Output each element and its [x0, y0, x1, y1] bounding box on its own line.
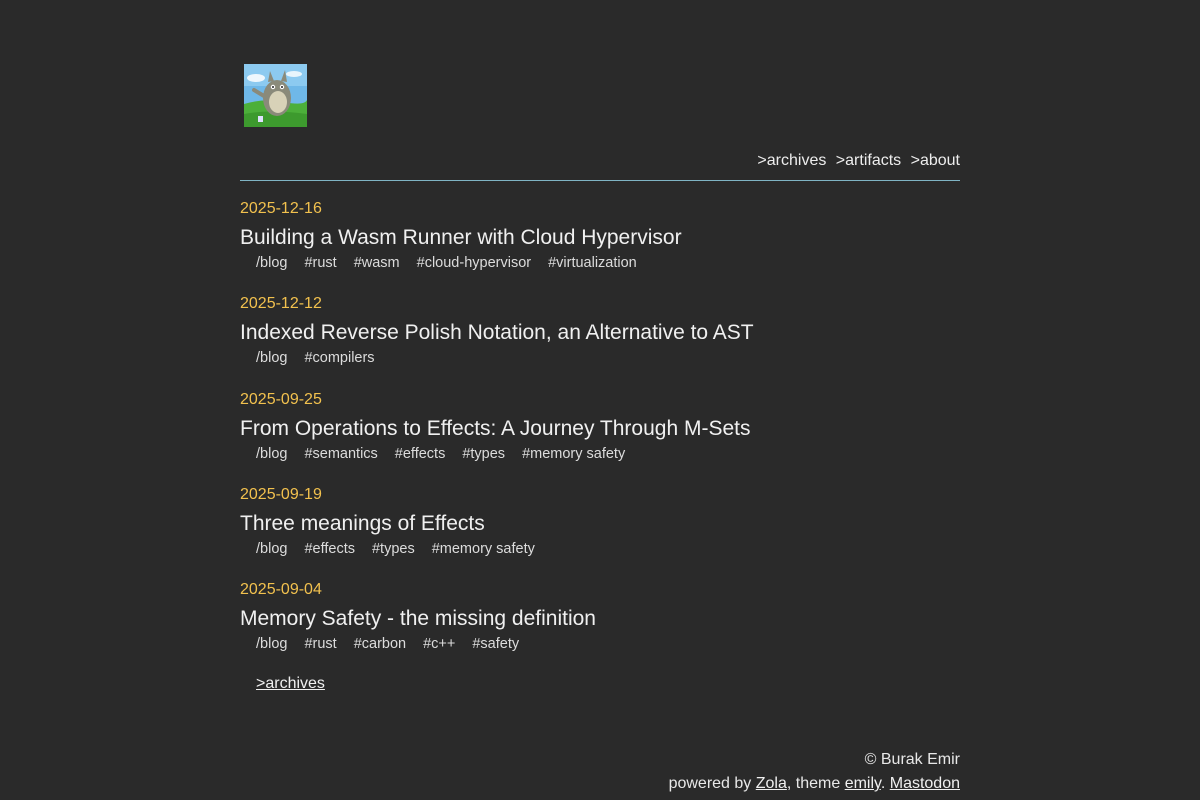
- post-item: [240, 485, 960, 580]
- post-title-link[interactable]: Three meanings of Effects: [240, 511, 485, 535]
- copyright-text: © Burak Emir: [864, 751, 960, 768]
- powered-by-line: [669, 772, 960, 796]
- tag-link[interactable]: #carbon: [353, 636, 407, 653]
- post-title-link[interactable]: Building a Wasm Runner with Cloud Hypervisor: [240, 226, 682, 249]
- tag-link[interactable]: #semantics: [304, 445, 378, 462]
- tag-link[interactable]: #rust: [304, 255, 337, 271]
- post-date: 2025-09-04: [240, 581, 322, 599]
- tag-link[interactable]: #types: [371, 540, 415, 557]
- tag-link[interactable]: #memory safety: [431, 540, 535, 557]
- tag-link[interactable]: #effects: [394, 445, 446, 462]
- page: [240, 0, 960, 800]
- more-archives-link[interactable]: >archives: [256, 675, 325, 692]
- tag-link[interactable]: #rust: [304, 636, 337, 653]
- nav-artifacts-link[interactable]: >artifacts: [835, 152, 902, 169]
- separator-text: .: [880, 775, 890, 792]
- footer: [669, 748, 960, 796]
- post-tags: [240, 636, 960, 653]
- mastodon-link[interactable]: Mastodon: [889, 775, 960, 792]
- tag-link[interactable]: /blog: [256, 540, 288, 557]
- tag-link[interactable]: #cloud-hypervisor: [416, 255, 532, 271]
- post-title-link[interactable]: Indexed Reverse Polish Notation, an Alternative to AST: [240, 321, 754, 345]
- post-date: 2025-12-12: [240, 295, 322, 313]
- post-item: [240, 580, 960, 675]
- post-tags: [240, 350, 960, 367]
- tag-link[interactable]: #virtualization: [548, 255, 637, 271]
- tag-link[interactable]: #memory safety: [522, 445, 626, 462]
- emily-theme-link[interactable]: emily: [844, 775, 881, 792]
- post-tags: [240, 255, 960, 272]
- post-date: 2025-09-19: [240, 485, 322, 503]
- tag-link[interactable]: #effects: [304, 540, 355, 557]
- post-title-link[interactable]: From Operations to Effects: A Journey Through M-Sets: [240, 416, 751, 440]
- post-item: [240, 199, 960, 294]
- tag-link[interactable]: /blog: [256, 255, 288, 271]
- zola-link[interactable]: Zola: [755, 775, 787, 792]
- tag-link[interactable]: #types: [462, 445, 506, 462]
- post-tags: [240, 446, 960, 463]
- top-nav: [752, 152, 960, 170]
- tag-link[interactable]: #c++: [423, 636, 456, 653]
- header-divider: [240, 180, 960, 181]
- post-list: [240, 199, 960, 675]
- tag-link[interactable]: /blog: [256, 636, 288, 653]
- powered-by-text: powered by: [668, 775, 756, 792]
- post-title-link[interactable]: Memory Safety - the missing definition: [240, 607, 596, 631]
- nav-about-link[interactable]: >about: [910, 152, 960, 169]
- post-item: [240, 390, 960, 485]
- nav-archives-link[interactable]: >archives: [757, 152, 827, 169]
- tag-link[interactable]: /blog: [256, 350, 288, 367]
- tag-link[interactable]: #wasm: [353, 255, 400, 271]
- totoro-avatar-icon[interactable]: [244, 64, 307, 127]
- post-date: 2025-09-25: [240, 390, 322, 408]
- tag-link[interactable]: #compilers: [304, 350, 375, 367]
- tag-link[interactable]: /blog: [256, 445, 288, 462]
- theme-text: , theme: [786, 775, 845, 792]
- tag-link[interactable]: #safety: [472, 636, 520, 653]
- post-item: [240, 294, 960, 389]
- post-date: 2025-12-16: [240, 200, 322, 217]
- post-tags: [240, 541, 960, 558]
